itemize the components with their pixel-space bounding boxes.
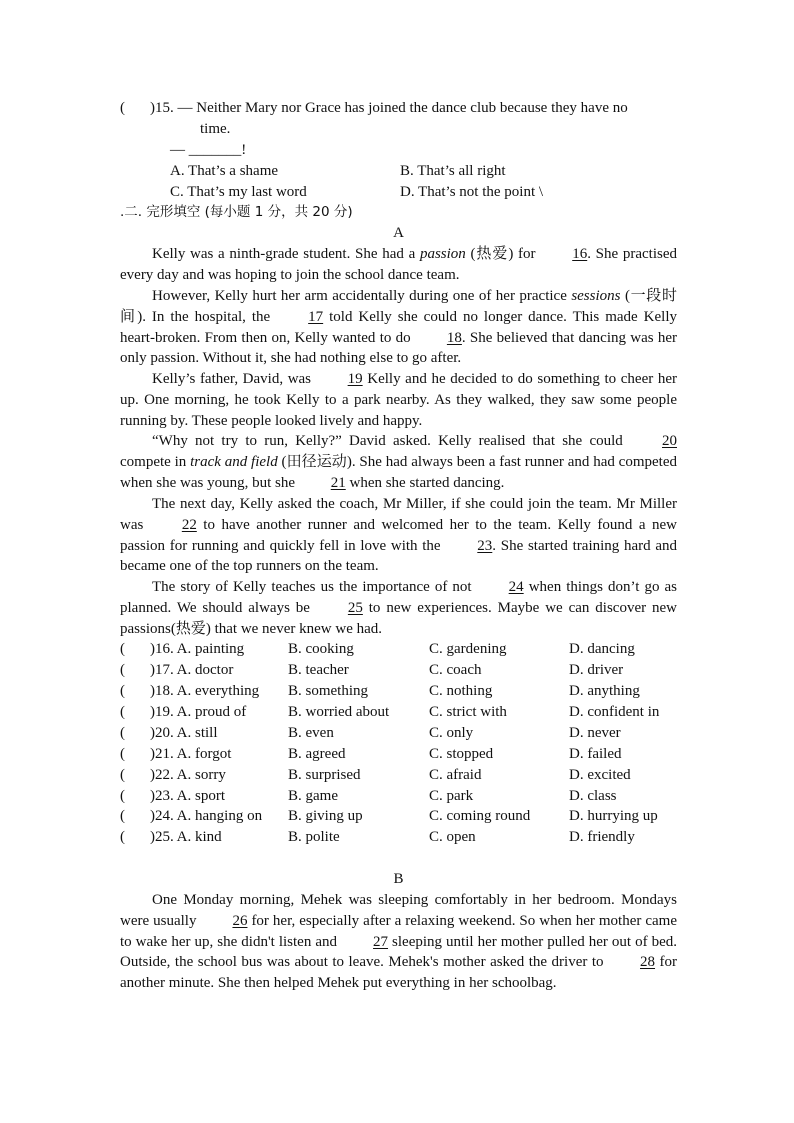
blank-17: 17 xyxy=(308,308,324,325)
blank-22: 22 xyxy=(181,516,197,533)
question-16: ( )16. A. painting B. cooking C. gardening D. dancing xyxy=(120,641,635,657)
answer-paren: ( xyxy=(120,100,125,116)
option-c: C. That’s my last word xyxy=(170,184,307,200)
passage-a-paragraph-5: The next day, Kelly asked the coach, Mr Miller, if she could join the team. Mr Miller was 22 to have another runner and welcomed her to the team. Kelly found a new passion for running and quickly fell in love with the 23. She started training hard and became one of the top runners on the team. xyxy=(120,496,678,575)
blank-20: 20 xyxy=(662,433,677,449)
question-15-stem-cont: time. xyxy=(200,121,231,137)
question-19: ( )19. A. proud of B. worried about C. strict with D. confident in xyxy=(120,704,660,720)
blank-25: 25 xyxy=(347,599,363,616)
question-23: ( )23. A. sport B. game C. park D. class xyxy=(120,788,617,804)
section-heading: .二. 完形填空 (每小题 1 分，共 20 分) xyxy=(120,204,353,220)
question-18: ( )18. A. everything B. something C. nothing D. anything xyxy=(120,683,640,699)
question-25: ( )25. A. kind B. polite C. open D. friendly xyxy=(120,829,635,845)
blank-18: 18 xyxy=(446,329,462,346)
option-a: A. That’s a shame xyxy=(170,163,279,179)
option-d: D. That’s not the point \ xyxy=(400,184,544,200)
blank-27: 27 xyxy=(373,933,389,950)
passage-a-paragraph-1: Kelly was a ninth-grade student. She had a passion (热爱) for 16. She practised every day and was hoping to join the school dance team. xyxy=(120,246,677,283)
passage-b-paragraph-1: One Monday morning, Mehek was sleeping comfortably in her bedroom. Mondays were usually 26 for her, especially after a relaxing weekend. So when her mother came to wake her up, she didn't listen and 27 sleeping until her mother pulled her out of bed. Outside, the school bus was about to leave. Mehek's mother asked the driver to 28 for another minute. She then helped Mehek put everything in her schoolbag. xyxy=(120,892,678,992)
passage-a-label: A xyxy=(393,225,404,241)
question-20: ( )20. A. still B. even C. only D. never xyxy=(120,725,621,741)
passage-a-paragraph-6: The story of Kelly teaches us the importance of not 24 when things don’t go as planned. We should always be 25 to new experiences. Maybe we can discover new passions(热爱) that we never knew we had. xyxy=(120,579,677,637)
passage-a-paragraph-3: Kelly’s father, David, was 19 Kelly and he decided to do something to cheer her up. One morning, he took Kelly to a park nearby. As they walked, they saw some people running by. These people looked lively and happy. xyxy=(120,371,677,429)
question-15-stem: )15. — Neither Mary nor Grace has joined the dance club because they have no xyxy=(150,100,628,116)
question-22: ( )22. A. sorry B. surprised C. afraid D. excited xyxy=(120,767,631,783)
blank-21: 21 xyxy=(330,474,346,491)
passage-a-paragraph-4: “Why not try to run, Kelly?” David asked. Kelly realised that she could 20 compete in track and field (田径运动). She had always been a fast runner and had competed when she was young, but she 21 when she started dancing. xyxy=(120,431,677,493)
blank-26: 26 xyxy=(232,912,248,929)
passage-a-paragraph-2: However, Kelly hurt her arm accidentally during one of her practice sessions (一段时间). In the hospital, the 17 told Kelly she could no longer dance. This made Kelly heart-broken. From then on, Kelly wanted to do 18. She believed that dancing was her only passion. Without it, she had nothing else to go after. xyxy=(120,288,677,367)
question-21: ( )21. A. forgot B. agreed C. stopped D. failed xyxy=(120,746,622,762)
question-15-reply: — _______! xyxy=(170,142,247,158)
option-b: B. That’s all right xyxy=(400,163,506,179)
blank-23: 23 xyxy=(477,537,493,554)
passage-b-label: B xyxy=(393,871,404,887)
blank-16: 16 xyxy=(572,246,588,262)
question-17: ( )17. A. doctor B. teacher C. coach D. driver xyxy=(120,662,624,678)
blank-28: 28 xyxy=(640,954,656,971)
question-24: ( )24. A. hanging on B. giving up C. coming round D. hurrying up xyxy=(120,808,658,824)
blank-19: 19 xyxy=(347,371,363,387)
blank-24: 24 xyxy=(508,579,524,595)
